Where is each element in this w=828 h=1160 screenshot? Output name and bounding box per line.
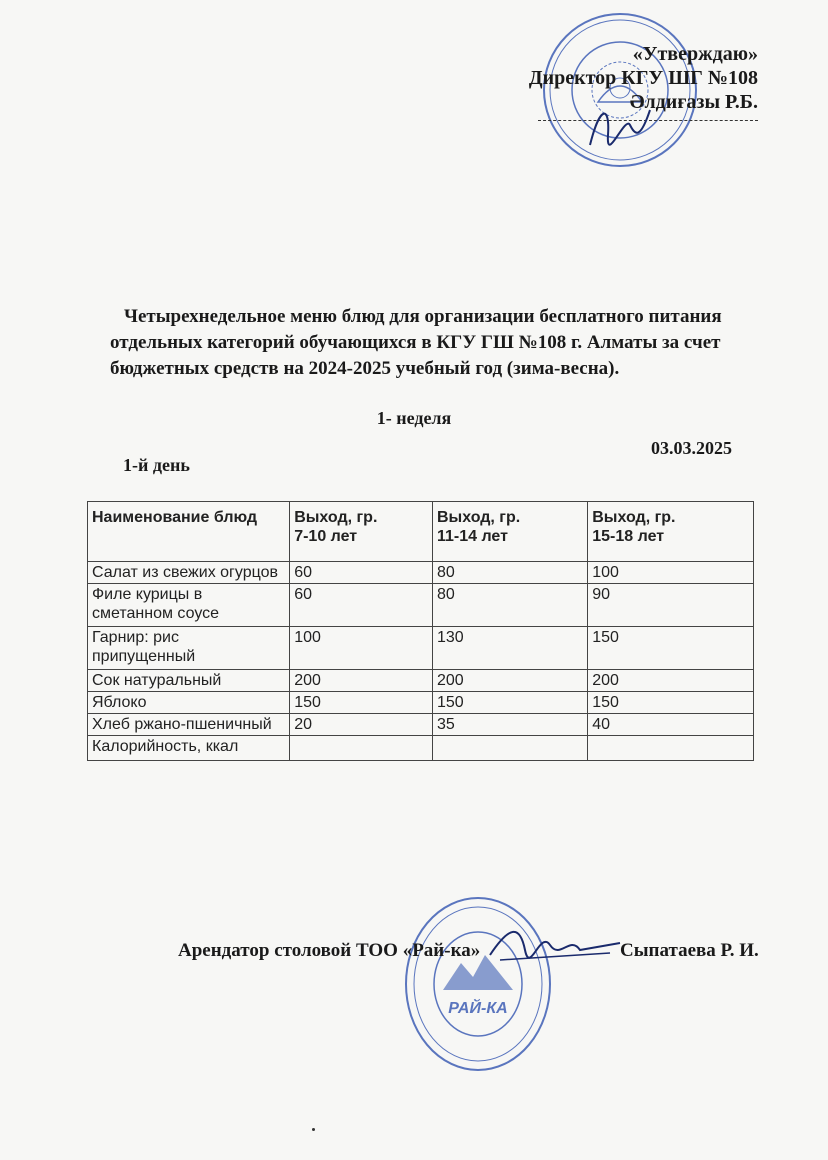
portion-11-14	[432, 736, 587, 761]
table-row	[88, 562, 754, 584]
portion-7-10: 60	[290, 562, 433, 584]
table-header-row	[88, 502, 754, 562]
approval-director: Директор КГУ ШГ №108	[528, 67, 758, 89]
table-row	[88, 736, 754, 761]
dish-name: Яблоко	[88, 692, 290, 714]
tenant-signer-name: Сыпатаева Р. И.	[620, 940, 759, 961]
portion-15-18: 150	[588, 692, 754, 714]
portion-15-18: 200	[588, 670, 754, 692]
dish-name: Калорийность, ккал	[88, 736, 290, 761]
portion-11-14: 80	[432, 584, 587, 627]
portion-7-10: 60	[290, 584, 433, 627]
date-label: 03.03.2025	[651, 438, 732, 458]
dish-name: Сок натуральный	[88, 670, 290, 692]
approval-title: «Утверждаю»	[632, 43, 758, 65]
footer-signature-block	[178, 940, 759, 962]
table-row	[88, 714, 754, 736]
director-signature	[580, 95, 660, 155]
page-dot	[312, 1128, 315, 1131]
dish-name: Хлеб ржано-пшеничный	[88, 714, 290, 736]
header-age-11-14: Выход, гр. 11-14 лет	[432, 502, 587, 562]
portion-7-10: 100	[290, 627, 433, 670]
portion-15-18: 40	[588, 714, 754, 736]
table-row	[88, 627, 754, 670]
table-row	[88, 584, 754, 627]
portion-15-18: 150	[588, 627, 754, 670]
header-age-15-18: Выход, гр. 15-18 лет	[588, 502, 754, 562]
header-age-7-10: Выход, гр. 7-10 лет	[290, 502, 433, 562]
dish-name: Филе курицы в сметанном соусе	[88, 584, 290, 627]
day-label: 1-й день	[123, 455, 190, 475]
week-label: 1- неделя	[376, 408, 452, 428]
portion-11-14: 130	[432, 627, 587, 670]
portion-11-14: 35	[432, 714, 587, 736]
table-row	[88, 670, 754, 692]
portion-11-14: 200	[432, 670, 587, 692]
portion-11-14: 150	[432, 692, 587, 714]
dish-name: Салат из свежих огурцов	[88, 562, 290, 584]
header-dish: Наименование блюд	[88, 502, 290, 562]
document-title: Четырехнедельное меню блюд для организации бесплатного питания отдельных категорий обучающихся в КГУ ГШ №108 г. Алматы за счет бюджетных средств на 2024-2025 учебный год (зима-весна).	[110, 306, 722, 379]
dish-name: Гарнир: рис припущенный	[88, 627, 290, 670]
tenant-label: Арендатор столовой ТОО «Рай-ка»	[178, 940, 481, 961]
table-row	[88, 692, 754, 714]
portion-7-10: 20	[290, 714, 433, 736]
stamp-logo-text: РАЙ-КА	[448, 1000, 508, 1017]
menu-table	[87, 501, 754, 761]
approval-name: Әлдиғазы Р.Б.	[629, 91, 758, 113]
portion-11-14: 80	[432, 562, 587, 584]
portion-7-10: 150	[290, 692, 433, 714]
portion-7-10: 200	[290, 670, 433, 692]
portion-7-10	[290, 736, 433, 761]
portion-15-18	[588, 736, 754, 761]
tenant-signature	[480, 915, 630, 975]
portion-15-18: 90	[588, 584, 754, 627]
portion-15-18: 100	[588, 562, 754, 584]
